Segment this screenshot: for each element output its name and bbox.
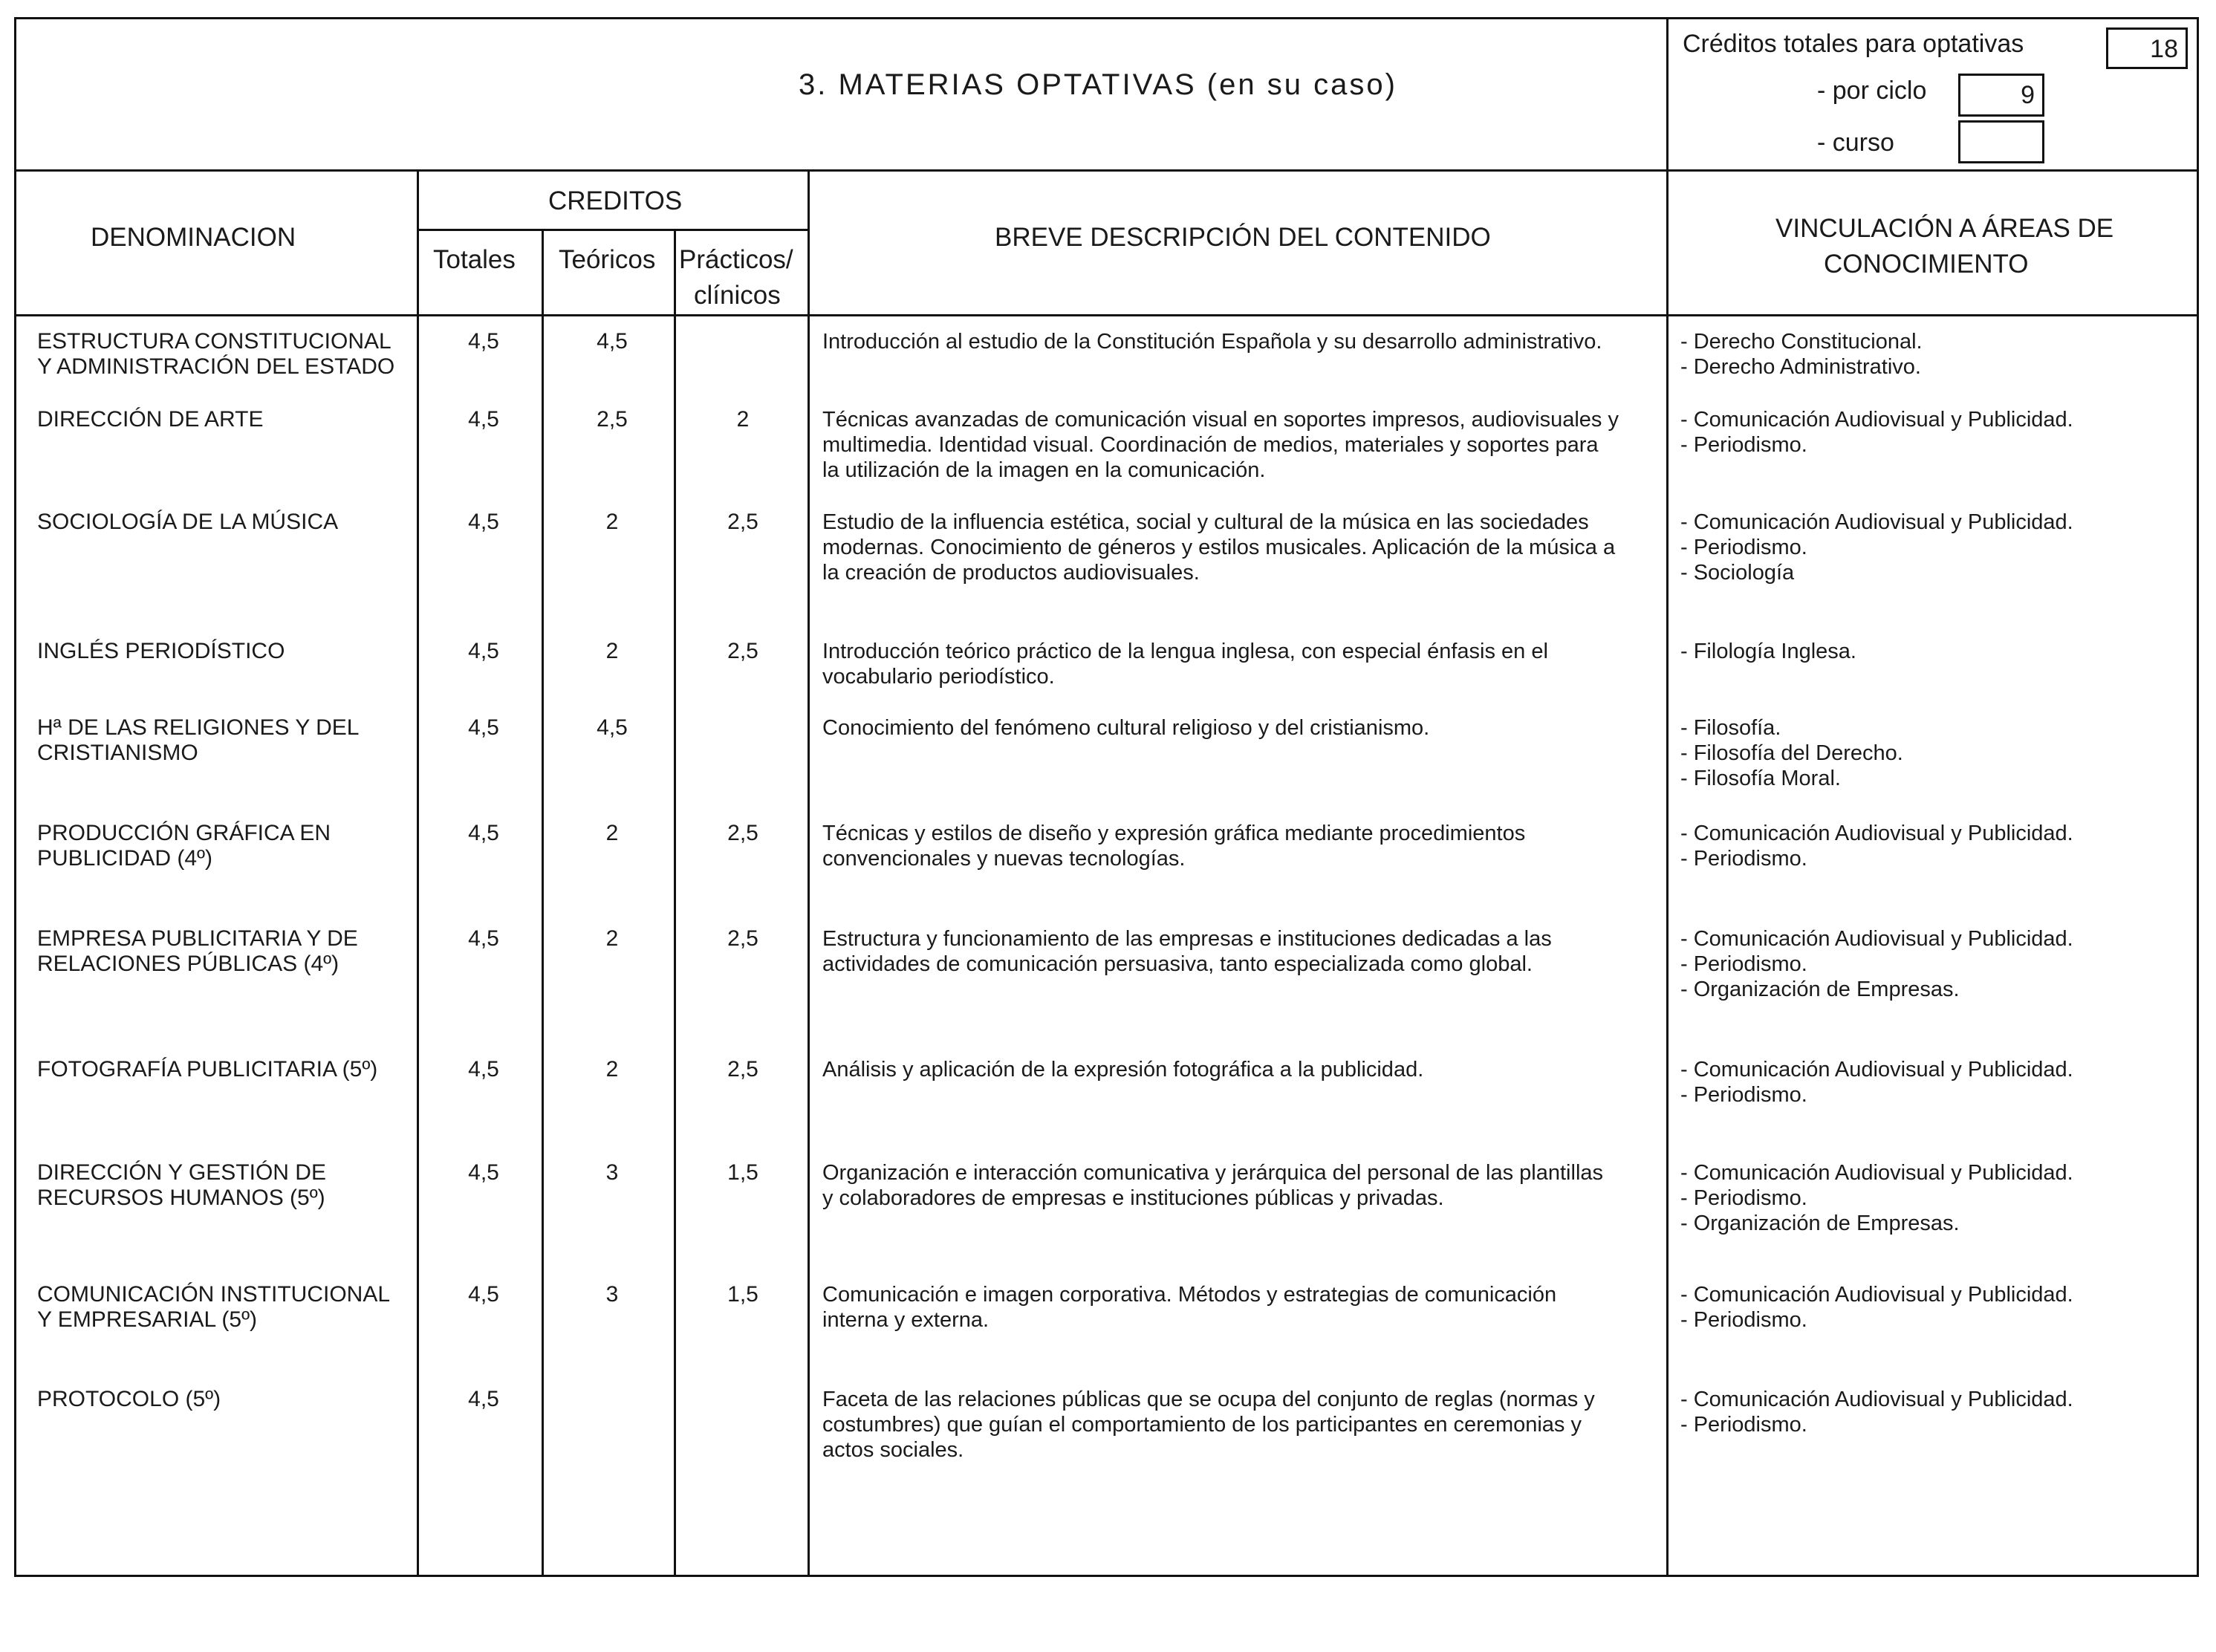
course-name-line: SOCIOLOGÍA DE LA MÚSICA [37,510,339,534]
course-name-line: Y EMPRESARIAL (5º) [37,1307,258,1332]
col-divider-creditos [808,169,810,1577]
course-name-line: RELACIONES PÚBLICAS (4º) [37,952,339,976]
credits-practicos: 2 [736,407,750,432]
credits-teoricos: 4,5 [597,329,628,354]
course-description [822,510,1658,585]
curso-value-box [1958,120,2044,163]
course-description-line: convencionales y nuevas tecnologías. [822,847,1186,871]
course-description-line: modernas. Conocimiento de géneros y estilos musicales. Aplicación de la música a [822,536,1616,559]
knowledge-areas-line: - Comunicación Audiovisual y Publicidad. [1680,1161,2073,1185]
knowledge-areas-line: - Sociología [1680,561,1795,585]
course-name-line: Y ADMINISTRACIÓN DEL ESTADO [37,354,395,379]
course-description-line: y colaboradores de empresas e instituciones públicas y privadas. [822,1186,1444,1210]
course-description-line: interna y externa. [822,1308,990,1332]
credits-totales: 4,5 [468,510,499,534]
knowledge-areas-line: - Comunicación Audiovisual y Publicidad. [1680,408,2073,432]
credits-teoricos: 2 [605,639,619,663]
course-name-line: PRODUCCIÓN GRÁFICA EN [37,821,331,845]
header-separator [14,314,2199,316]
credits-teoricos: 4,5 [597,715,628,740]
course-name-line: RECURSOS HUMANOS (5º) [37,1186,325,1210]
credits-teoricos: 2 [605,926,619,951]
course-name-line: FOTOGRAFÍA PUBLICITARIA (5º) [37,1057,378,1082]
knowledge-areas-line: - Periodismo. [1680,952,1807,976]
knowledge-areas-line: - Filosofía Moral. [1680,767,1841,790]
course-description-line: la utilización de la imagen en la comunicación. [822,458,1266,482]
header-practicos: Prácticos/ [679,245,793,274]
course-description-line: Comunicación e imagen corporativa. Métodos y estrategias de comunicación [822,1283,1557,1307]
course-name [37,1057,377,1082]
knowledge-areas [1680,715,1903,791]
credits-totales: 4,5 [468,1387,499,1411]
header-vinculacion-line2: CONOCIMIENTO [1824,250,2029,279]
knowledge-areas-line: - Comunicación Audiovisual y Publicidad. [1680,510,2073,534]
knowledge-areas-line: - Filosofía. [1680,716,1781,740]
course-name [37,1387,221,1412]
course-name [37,510,338,535]
page-title: 3. MATERIAS OPTATIVAS (en su caso) [799,68,1397,101]
creditos-subheader-line [417,229,810,231]
course-description [822,639,1658,689]
course-name [37,1160,326,1211]
knowledge-areas [1680,407,2073,458]
curso-label: - curso [1817,129,1894,157]
course-name [37,329,394,380]
knowledge-areas [1680,510,2073,585]
knowledge-areas [1680,1387,2073,1437]
por-ciclo-label: - por ciclo [1817,77,1927,105]
credits-teoricos: 2 [605,510,619,534]
course-description-line: Técnicas avanzadas de comunicación visual en soportes impresos, audiovisuales y [822,408,1619,432]
course-name [37,639,285,664]
course-description-line: Introducción teórico práctico de la lengua inglesa, con especial énfasis en el [822,640,1548,663]
knowledge-areas-line: - Derecho Constitucional. [1680,330,1923,354]
header-totales: Totales [433,245,516,274]
knowledge-areas-line: - Periodismo. [1680,847,1807,871]
course-description-line: Organización e interacción comunicativa y jerárquica del personal de las plantillas [822,1161,1604,1185]
credits-totales: 4,5 [468,329,499,354]
course-name-line: INGLÉS PERIODÍSTICO [37,639,285,663]
course-description-line: multimedia. Identidad visual. Coordinación de medios, materiales y soportes para [822,433,1599,457]
knowledge-areas-line: - Comunicación Audiovisual y Publicidad. [1680,1058,2073,1082]
course-description [822,1160,1658,1211]
totals-label: Créditos totales para optativas [1683,30,2024,58]
credits-practicos: 2,5 [727,1057,758,1082]
knowledge-areas [1680,1160,2073,1236]
col-divider-teoricos [674,229,676,1577]
header-teoricos: Teóricos [559,245,656,274]
credits-practicos: 1,5 [727,1160,758,1185]
knowledge-areas-line: - Comunicación Audiovisual y Publicidad. [1680,1388,2073,1411]
course-description-line: Técnicas y estilos de diseño y expresión gráfica mediante procedimientos [822,822,1526,845]
credits-totales: 4,5 [468,639,499,663]
header-descripcion: BREVE DESCRIPCIÓN DEL CONTENIDO [995,223,1491,252]
credits-totales: 4,5 [468,715,499,740]
credits-practicos: 2,5 [727,926,758,951]
course-name-line: CRISTIANISMO [37,741,198,765]
knowledge-areas-line: - Periodismo. [1680,1308,1807,1332]
knowledge-areas [1680,329,1923,380]
knowledge-areas-line: - Periodismo. [1680,536,1807,559]
credits-practicos: 2,5 [727,510,758,534]
col-divider-totales [542,229,544,1577]
knowledge-areas-line: - Filosofía del Derecho. [1680,741,1903,765]
course-description-line: actos sociales. [822,1438,964,1462]
course-name [37,1282,390,1333]
credits-totales: 4,5 [468,1057,499,1082]
credits-practicos: 2,5 [727,821,758,845]
knowledge-areas-line: - Comunicación Audiovisual y Publicidad. [1680,822,2073,845]
knowledge-areas-line: - Periodismo. [1680,1413,1807,1437]
course-description [822,926,1658,977]
course-description-line: costumbres) que guían el comportamiento de los participantes en ceremonias y [822,1413,1582,1437]
course-name-line: Hª DE LAS RELIGIONES Y DEL [37,715,360,740]
course-description [822,1282,1658,1333]
course-description [822,329,1658,354]
course-name-line: ESTRUCTURA CONSTITUCIONAL [37,329,391,354]
credits-totales: 4,5 [468,821,499,845]
credits-teoricos: 3 [605,1282,619,1307]
course-description-line: vocabulario periodístico. [822,665,1055,689]
knowledge-areas [1680,639,1856,664]
course-description-line: Faceta de las relaciones públicas que se ocupa del conjunto de reglas (normas y [822,1388,1595,1411]
header-denominacion: DENOMINACION [91,223,296,252]
credits-totales: 4,5 [468,1282,499,1307]
knowledge-areas-line: - Periodismo. [1680,1083,1807,1107]
credits-teoricos: 2 [605,821,619,845]
course-name-line: DIRECCIÓN Y GESTIÓN DE [37,1160,326,1185]
course-description-line: Análisis y aplicación de la expresión fotográfica a la publicidad. [822,1058,1424,1082]
header-divider [1666,17,1669,1577]
knowledge-areas [1680,1057,2073,1108]
header-creditos: CREDITOS [548,186,683,215]
knowledge-areas [1680,1282,2073,1333]
knowledge-areas-line: - Organización de Empresas. [1680,1212,1960,1235]
knowledge-areas-line: - Periodismo. [1680,1186,1807,1210]
totals-value-box: 18 [2106,27,2188,69]
course-description [822,1057,1658,1082]
knowledge-areas-line: - Comunicación Audiovisual y Publicidad. [1680,1283,2073,1307]
title-separator [14,169,2199,172]
course-name-line: PROTOCOLO (5º) [37,1387,221,1411]
credits-teoricos: 2,5 [597,407,628,432]
credits-teoricos: 2 [605,1057,619,1082]
por-ciclo-value-box: 9 [1958,74,2044,117]
course-description [822,1387,1658,1463]
course-name-line: DIRECCIÓN DE ARTE [37,407,264,432]
knowledge-areas [1680,926,2073,1002]
course-name [37,715,360,766]
course-description-line: actividades de comunicación persuasiva, tanto especializada como global. [822,952,1533,976]
course-name-line: PUBLICIDAD (4º) [37,846,213,871]
credits-totales: 4,5 [468,1160,499,1185]
credits-practicos: 2,5 [727,639,758,663]
header-clinicos: clínicos [694,281,781,310]
course-description-line: Estructura y funcionamiento de las empresas e instituciones dedicadas a las [822,927,1552,951]
course-description-line: la creación de productos audiovisuales. [822,561,1200,585]
credits-teoricos: 3 [605,1160,619,1185]
course-description [822,821,1658,871]
knowledge-areas-line: - Periodismo. [1680,433,1807,457]
knowledge-areas-line: - Derecho Administrativo. [1680,355,1921,379]
course-description-line: Estudio de la influencia estética, social y cultural de la música en las sociedades [822,510,1589,534]
credits-totales: 4,5 [468,407,499,432]
course-description [822,715,1658,741]
course-name-line: EMPRESA PUBLICITARIA Y DE [37,926,358,951]
knowledge-areas-line: - Organización de Empresas. [1680,978,1960,1001]
course-name [37,407,264,432]
course-name [37,926,358,977]
knowledge-areas [1680,821,2073,871]
course-name [37,821,331,871]
course-description-line: Introducción al estudio de la Constitución Española y su desarrollo administrativo. [822,330,1602,354]
col-divider-name [417,169,419,1577]
header-vinculacion-line1: VINCULACIÓN A ÁREAS DE [1775,214,2114,243]
course-description [822,407,1658,483]
credits-totales: 4,5 [468,926,499,951]
credits-practicos: 1,5 [727,1282,758,1307]
course-name-line: COMUNICACIÓN INSTITUCIONAL [37,1282,391,1307]
knowledge-areas-line: - Filología Inglesa. [1680,640,1856,663]
knowledge-areas-line: - Comunicación Audiovisual y Publicidad. [1680,927,2073,951]
course-description-line: Conocimiento del fenómeno cultural religioso y del cristianismo. [822,716,1430,740]
